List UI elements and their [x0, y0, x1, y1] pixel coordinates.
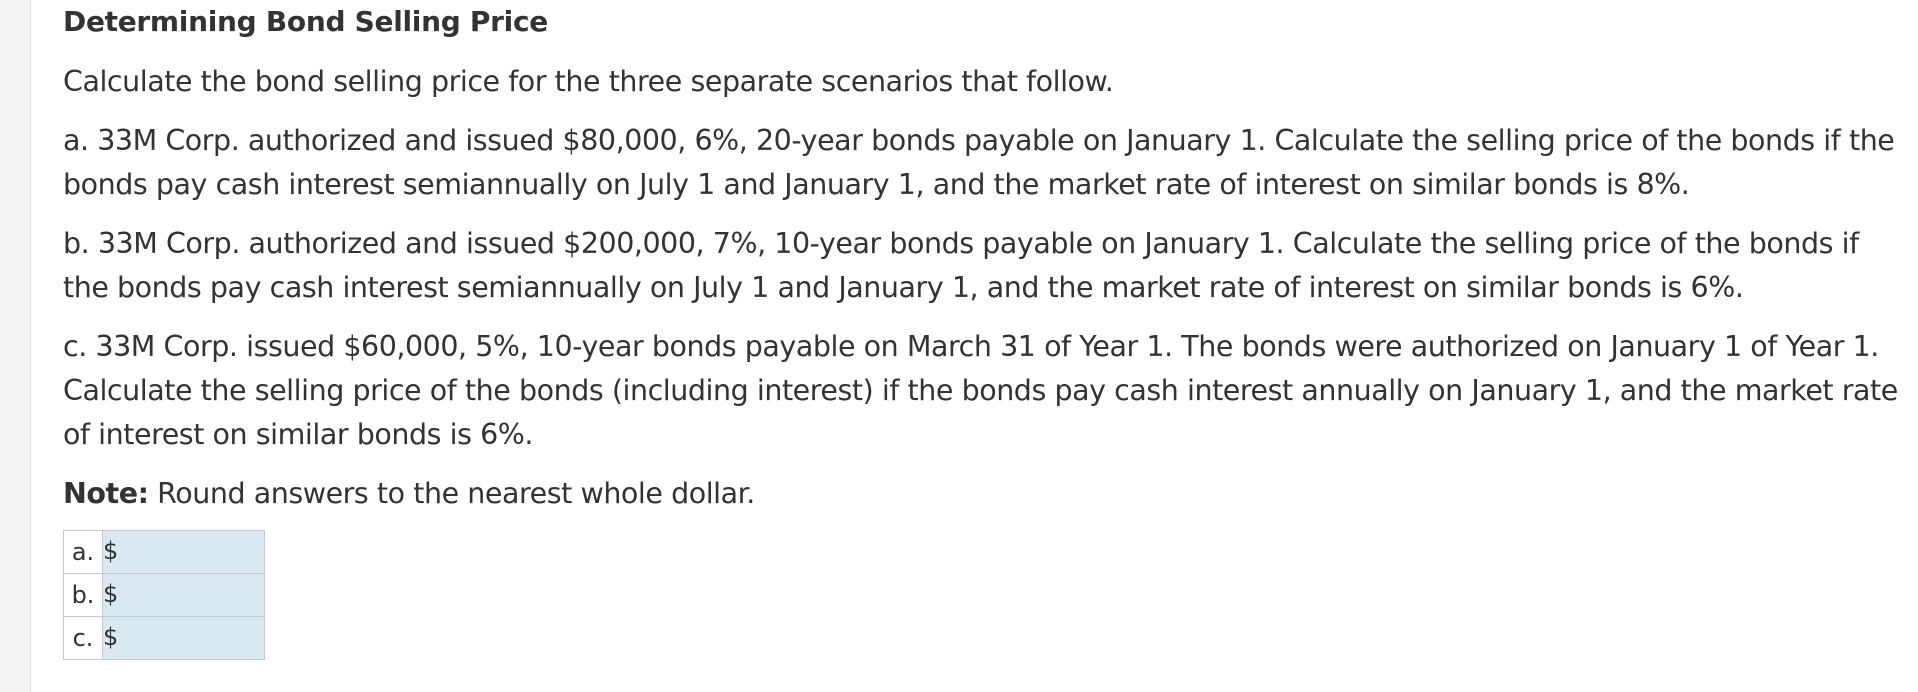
note-label: Note:: [63, 477, 149, 510]
scenario-a-line-2: bonds pay cash interest semiannually on July 1 and January 1, and the market rate of interest on similar bonds is 8%.: [63, 168, 1690, 201]
answer-input-b[interactable]: [103, 574, 265, 617]
question-title: Determining Bond Selling Price: [63, 5, 548, 38]
scenario-c-line-3: of interest on similar bonds is 6%.: [63, 418, 534, 451]
answer-row-b: [64, 574, 265, 617]
scenario-c: [63, 325, 1903, 457]
rounding-note: [63, 472, 1903, 516]
scenario-c-line-1: c. 33M Corp. issued $60,000, 5%, 10-year bonds payable on March 31 of Year 1. The bonds were authorized on January 1 of Year 1.: [63, 330, 1879, 363]
scenario-a-line-1: a. 33M Corp. authorized and issued $80,000, 6%, 20-year bonds payable on January 1. Calculate the selling price of the bonds if the: [63, 124, 1895, 157]
answer-table: [63, 530, 265, 660]
note-text: Round answers to the nearest whole dollar.: [148, 477, 755, 510]
answer-input-c[interactable]: [103, 617, 265, 660]
scenario-c-line-2: Calculate the selling price of the bonds (including interest) if the bonds pay cash interest annually on January 1, and the market rate: [63, 374, 1898, 407]
answer-row-a: [64, 531, 265, 574]
answer-input-a[interactable]: [103, 531, 265, 574]
dollar-sign: $: [103, 537, 119, 565]
left-gutter: [0, 0, 31, 692]
answer-letter-a: a.: [64, 531, 103, 574]
answer-row-c: [64, 617, 265, 660]
question-content: [63, 0, 1903, 516]
scenario-a: [63, 119, 1903, 207]
scenario-b: [63, 222, 1903, 310]
scenario-b-line-2: the bonds pay cash interest semiannually on July 1 and January 1, and the market rate of interest on similar bonds is 6%.: [63, 271, 1744, 304]
answer-a-value[interactable]: [126, 537, 246, 567]
scenario-b-line-1: b. 33M Corp. authorized and issued $200,000, 7%, 10-year bonds payable on January 1. Calculate the selling price of the bonds if: [63, 227, 1859, 260]
answer-letter-c: c.: [64, 617, 103, 660]
answer-c-value[interactable]: [126, 623, 246, 653]
question-intro: Calculate the bond selling price for the three separate scenarios that follow.: [63, 65, 1114, 98]
dollar-sign: $: [103, 580, 119, 608]
answer-letter-b: b.: [64, 574, 103, 617]
dollar-sign: $: [103, 623, 119, 651]
answer-b-value[interactable]: [126, 580, 246, 610]
